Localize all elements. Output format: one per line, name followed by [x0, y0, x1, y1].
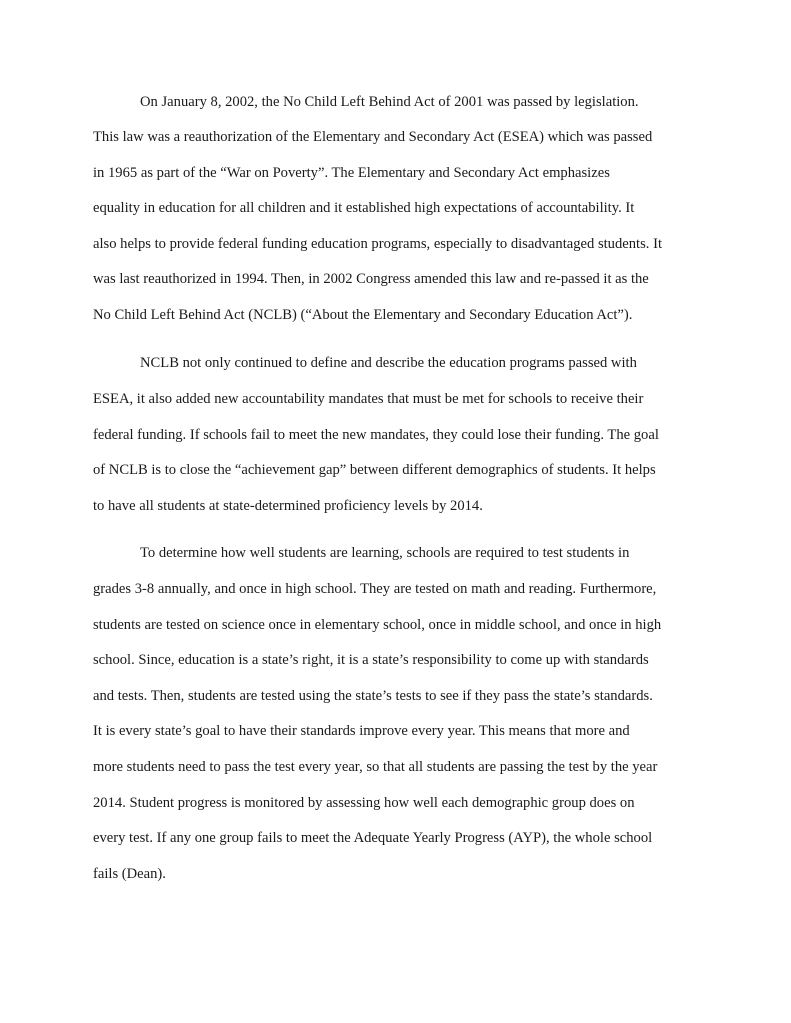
paragraph-line: school. Since, education is a state’s right, it is a state’s responsibility to come up with standards: [93, 652, 649, 668]
paragraph-line: grades 3-8 annually, and once in high school. They are tested on math and reading. Furthermore,: [93, 581, 657, 597]
paragraph-line: 2014. Student progress is monitored by assessing how well each demographic group does on: [93, 795, 635, 811]
paragraph-line: federal funding. If schools fail to meet the new mandates, they could lose their funding. The goal: [93, 427, 659, 443]
paragraph-line: also helps to provide federal funding education programs, especially to disadvantaged students. It: [93, 236, 662, 252]
paragraph-line: fails (Dean).: [93, 866, 166, 882]
paragraph-line: in 1965 as part of the “War on Poverty”. The Elementary and Secondary Act emphasizes: [93, 165, 610, 181]
paragraph-line: and tests. Then, students are tested using the state’s tests to see if they pass the state’s standards.: [93, 688, 653, 704]
paragraph-line: of NCLB is to close the “achievement gap” between different demographics of students. It helps: [93, 462, 656, 478]
paragraph-line: On January 8, 2002, the No Child Left Behind Act of 2001 was passed by legislation.: [140, 94, 639, 110]
paragraph-line: equality in education for all children and it established high expectations of accountability. It: [93, 200, 635, 216]
paragraph-line: This law was a reauthorization of the Elementary and Secondary Act (ESEA) which was passed: [93, 129, 653, 145]
paragraph-line: NCLB not only continued to define and describe the education programs passed with: [140, 355, 637, 371]
paragraph-line: To determine how well students are learning, schools are required to test students in: [140, 545, 630, 561]
paragraph-line: more students need to pass the test every year, so that all students are passing the test by the year: [93, 759, 658, 775]
paragraph-line: It is every state’s goal to have their standards improve every year. This means that more and: [93, 723, 630, 739]
paragraph-line: every test. If any one group fails to meet the Adequate Yearly Progress (AYP), the whole school: [93, 830, 653, 846]
paragraph-line: No Child Left Behind Act (NCLB) (“About the Elementary and Secondary Education Act”).: [93, 307, 633, 323]
paragraph-line: students are tested on science once in elementary school, once in middle school, and once in high: [93, 617, 662, 633]
paragraph-line: ESEA, it also added new accountability mandates that must be met for schools to receive their: [93, 391, 644, 407]
paragraph-line: was last reauthorized in 1994. Then, in 2002 Congress amended this law and re-passed it as the: [93, 271, 649, 287]
paragraph-line: to have all students at state-determined proficiency levels by 2014.: [93, 498, 483, 514]
